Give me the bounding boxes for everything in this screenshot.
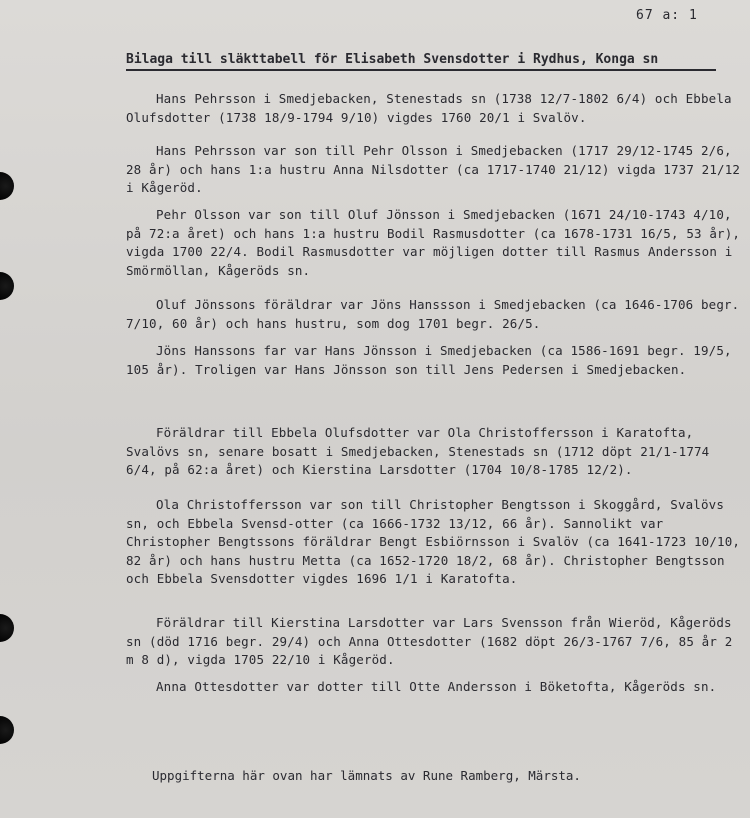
footer-note: Uppgifterna här ovan har lämnats av Rune Ramberg, Märsta.: [152, 768, 581, 783]
paragraph: Föräldrar till Kierstina Larsdotter var Lars Svensson från Wieröd, Kågeröds sn (död 1716 begr. 29/4) och Anna Ottesdotter (1682 döpt 26/3-1767 7/6, 85 år 2 m 8 d), vigda 1705 22/10 i Kågeröd.: [126, 615, 733, 667]
page-number: 67 a: 1: [636, 8, 698, 23]
paragraph: Föräldrar till Ebbela Olufsdotter var Ola Christoffersson i Karatofta, Svalövs sn, senare bosatt i Smedjebacken, Stenestads sn (1712 döpt 21/1-1774 6/4, på 62:a året) och Kierstina Larsdotter (1704 10/8-1785 12/2).: [126, 425, 710, 477]
paragraph: Hans Pehrsson i Smedjebacken, Stenestads sn (1738 12/7-1802 6/4) och Ebbela Olufsdotter (1738 18/9-1794 9/10) vigdes 1760 20/1 i Svalöv.: [126, 91, 732, 125]
binder-hole: [0, 716, 14, 744]
paragraph: Ola Christoffersson var son till Christopher Bengtsson i Skoggård, Svalövs sn, och Ebbela Svensd-otter (ca 1666-1732 13/12, 66 år). Sannolikt var Christopher Bengtssons föräldrar Bengt Esbiörnsson i Svalöv (ca 1641-1723 10/10, 82 år) och hans hustru Metta (ca 1652-1720 18/2, 68 år). Christopher Bengtsson och Ebbela Svensdotter vigdes 1696 1/1 i Karatofta.: [126, 497, 741, 586]
paragraph: Anna Ottesdotter var dotter till Otte Andersson i Böketofta, Kågeröds sn.: [156, 679, 717, 694]
document-title: Bilaga till släkttabell för Elisabeth Svensdotter i Rydhus, Konga sn: [126, 52, 716, 71]
binder-hole: [0, 272, 14, 300]
paragraph: Jöns Hanssons far var Hans Jönsson i Smedjebacken (ca 1586-1691 begr. 19/5, 105 år). Troligen var Hans Jönsson son till Jens Pedersen i Smedjebacken.: [126, 343, 732, 377]
paragraph: Oluf Jönssons föräldrar var Jöns Hanssson i Smedjebacken (ca 1646-1706 begr. 7/10, 60 år) och hans hustru, som dog 1701 begr. 26/5.: [126, 297, 740, 331]
paragraph: Hans Pehrsson var son till Pehr Olsson i Smedjebacken (1717 29/12-1745 2/6, 28 år) och hans 1:a hustru Anna Nilsdotter (ca 1717-1740 21/12) vigda 1737 21/12 i Kågeröd.: [126, 143, 741, 195]
paragraph: Pehr Olsson var son till Oluf Jönsson i Smedjebacken (1671 24/10-1743 4/10, på 72:a året) och hans 1:a hustru Bodil Rasmusdotter (ca 1678-1731 16/5, 53 år), vigda 1700 22/4. Bodil Rasmusdotter var möjligen dotter till Rasmus Andersson i Smörmöllan, Kågeröds sn.: [126, 207, 741, 278]
binder-hole: [0, 614, 14, 642]
binder-hole: [0, 172, 14, 200]
